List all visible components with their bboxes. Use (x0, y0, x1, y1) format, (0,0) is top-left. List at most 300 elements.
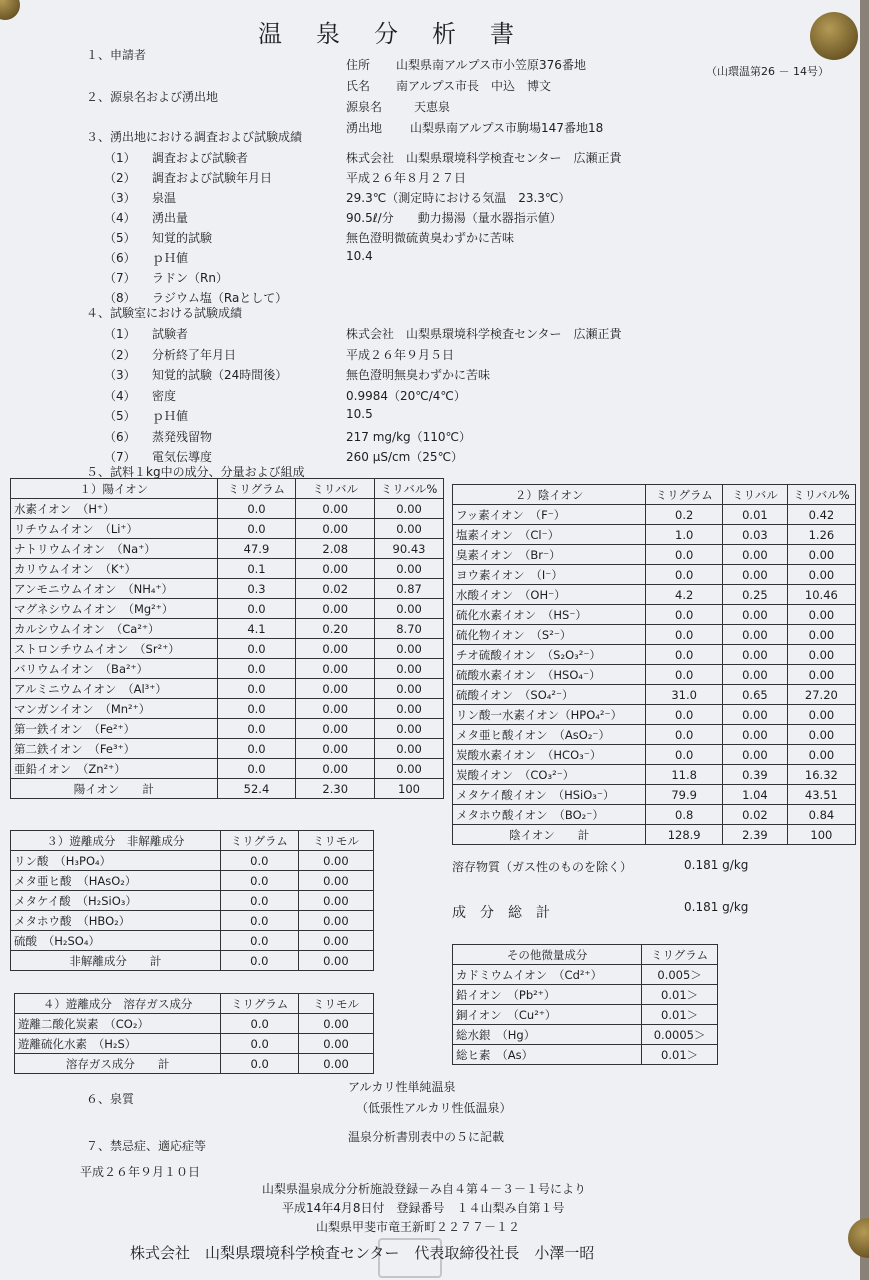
component-value: 0.0 (221, 1034, 299, 1054)
component-value: 0.00 (723, 645, 788, 665)
column-header: １）陽イオン (11, 479, 218, 499)
component-name: 水素イオン （H⁺） (11, 499, 218, 519)
column-header: ミリグラム (217, 479, 296, 499)
source-location: 山梨県南アルプス市駒場147番地18 (410, 121, 604, 135)
column-header: ミリグラム (221, 994, 299, 1014)
component-value: 0.00 (298, 951, 373, 971)
table-total-row (11, 951, 374, 971)
component-value: 0.005＞ (642, 965, 718, 985)
component-name: アルミニウムイオン （Al³⁺） (11, 679, 218, 699)
component-value: 0.00 (296, 719, 375, 739)
item-value: 90.5ℓ/分 動力揚湯（量水器指示値） (346, 211, 562, 225)
anion-table (452, 484, 856, 845)
table-total-row (15, 1054, 374, 1074)
component-name: フッ素イオン （F⁻） (453, 505, 646, 525)
component-value: 100 (375, 779, 444, 799)
item-label: ｐＨ値 (152, 409, 189, 423)
table-row (11, 559, 444, 579)
table-row (11, 639, 444, 659)
table-row (453, 785, 856, 805)
item-label: 蒸発残留物 (152, 429, 213, 444)
component-value: 0.0 (646, 705, 723, 725)
item-number: （6） (104, 251, 136, 265)
component-value: 0.00 (375, 639, 444, 659)
component-name: リン酸一水素イオン（HPO₄²⁻） (453, 705, 646, 725)
item-value: 株式会社 山梨県環境科学検査センター 広瀬正貴 (346, 151, 622, 165)
component-value: 10.46 (787, 585, 855, 605)
table-row (11, 619, 444, 639)
table-row (11, 659, 444, 679)
spring-quality: アルカリ性単純温泉 (348, 1080, 456, 1094)
table-row (11, 599, 444, 619)
item-number: （2） (104, 347, 136, 362)
component-value: 0.00 (375, 599, 444, 619)
table-row (11, 539, 444, 559)
table-row (11, 931, 374, 951)
item-number: （6） (104, 429, 136, 444)
component-value: 0.00 (296, 519, 375, 539)
component-value: 0.02 (296, 579, 375, 599)
component-value: 11.8 (646, 765, 723, 785)
component-value: 0.0 (220, 871, 298, 891)
component-name: 炭酸イオン （CO₃²⁻） (453, 765, 646, 785)
spring-quality-sub: （低張性アルカリ性低温泉） (356, 1101, 512, 1115)
component-value: 0.00 (787, 725, 855, 745)
column-header: ミリバル% (375, 479, 444, 499)
component-value: 0.87 (375, 579, 444, 599)
component-name: マンガンイオン （Mn²⁺） (11, 699, 218, 719)
section-7-label: ７、禁忌症、適応症等 (86, 1139, 207, 1153)
component-value: 2.08 (296, 539, 375, 559)
component-value: 0.03 (723, 525, 788, 545)
component-value: 0.00 (296, 679, 375, 699)
component-value: 0.00 (787, 625, 855, 645)
component-value: 0.00 (296, 659, 375, 679)
component-value: 0.00 (375, 719, 444, 739)
component-value: 0.0 (217, 499, 296, 519)
table-row (453, 625, 856, 645)
component-value: 90.43 (375, 539, 444, 559)
component-value: 0.0 (646, 545, 723, 565)
table-row (453, 725, 856, 745)
item-label: ｐＨ値 (152, 251, 189, 265)
section-3-label: ３、湧出地における調査および試験成績 (86, 130, 303, 144)
component-value: 0.0 (646, 665, 723, 685)
component-value: 0.00 (296, 599, 375, 619)
component-value: 100 (787, 825, 855, 845)
component-value: 0.0 (220, 931, 298, 951)
component-value: 0.00 (723, 625, 788, 645)
component-value: 0.00 (375, 679, 444, 699)
reference-number: （山環温第26 － 14号） (706, 65, 829, 78)
component-value: 0.84 (787, 805, 855, 825)
component-name: 臭素イオン （Br⁻） (453, 545, 646, 565)
table-row (11, 891, 374, 911)
thumbtack-icon (810, 12, 858, 60)
component-value: 0.00 (296, 639, 375, 659)
component-value: 0.00 (298, 931, 373, 951)
component-value: 1.0 (646, 525, 723, 545)
item-label: 調査および試験年月日 (152, 171, 273, 185)
section-5-label: ５、試料１kg中の成分、分量および組成 (86, 465, 305, 479)
item-number: （7） (104, 271, 136, 285)
table-row (453, 1005, 718, 1025)
component-value: 0.00 (299, 1034, 374, 1054)
table-row (453, 685, 856, 705)
table-header-row (453, 945, 718, 965)
component-value: 128.9 (646, 825, 723, 845)
component-name: 溶存ガス成分 計 (15, 1054, 221, 1074)
component-value: 0.00 (723, 665, 788, 685)
component-name: バリウムイオン （Ba²⁺） (11, 659, 218, 679)
item-label: ラジウム塩（Raとして） (152, 291, 288, 305)
issue-date: 平成２６年９月１０日 (80, 1165, 201, 1179)
component-value: 0.00 (375, 519, 444, 539)
table-row (453, 585, 856, 605)
total-components-value: 0.181 g/kg (684, 900, 749, 914)
cation-table (10, 478, 444, 799)
item-value: 無色澄明微硫黄臭わずかに苦味 (346, 231, 515, 245)
item-value: 10.5 (346, 407, 373, 421)
component-value: 0.00 (375, 699, 444, 719)
component-value: 0.3 (217, 579, 296, 599)
component-name: 炭酸水素イオン （HCO₃⁻） (453, 745, 646, 765)
component-value: 0.0 (220, 851, 298, 871)
component-value: 1.04 (723, 785, 788, 805)
component-name: 銅イオン （Cu²⁺） (453, 1005, 642, 1025)
component-value: 0.00 (299, 1054, 374, 1074)
component-name: 硫酸水素イオン （HSO₄⁻） (453, 665, 646, 685)
component-name: 総水銀 （Hg） (453, 1025, 642, 1045)
component-value: 52.4 (217, 779, 296, 799)
applicant-address: 山梨県南アルプス市小笠原376番地 (396, 58, 586, 72)
component-value: 0.0 (220, 911, 298, 931)
component-value: 0.00 (296, 759, 375, 779)
component-value: 0.0 (646, 605, 723, 625)
component-value: 0.2 (646, 505, 723, 525)
component-value: 0.00 (298, 911, 373, 931)
component-value: 0.0 (217, 739, 296, 759)
component-value: 2.30 (296, 779, 375, 799)
column-header: その他微量成分 (453, 945, 642, 965)
component-value: 0.0 (646, 725, 723, 745)
component-value: 0.1 (217, 559, 296, 579)
table-row (11, 719, 444, 739)
non-dissociated-table (10, 830, 374, 971)
component-name: リン酸 （H₃PO₄） (11, 851, 221, 871)
table-row (453, 985, 718, 1005)
component-value: 0.8 (646, 805, 723, 825)
column-header: ミリモル (299, 994, 374, 1014)
component-value: 0.0 (217, 599, 296, 619)
component-value: 4.1 (217, 619, 296, 639)
document-title: 温泉分析書 (258, 20, 548, 48)
component-value: 47.9 (217, 539, 296, 559)
component-name: メタホウ酸イオン （BO₂⁻） (453, 805, 646, 825)
component-name: カルシウムイオン （Ca²⁺） (11, 619, 218, 639)
column-header: ３）遊離成分 非解離成分 (11, 831, 221, 851)
component-value: 0.0 (217, 659, 296, 679)
item-label: 調査および試験者 (152, 151, 249, 165)
component-value: 0.01 (723, 505, 788, 525)
table-header-row (453, 485, 856, 505)
table-row (453, 805, 856, 825)
component-value: 0.02 (723, 805, 788, 825)
component-name: マグネシウムイオン （Mg²⁺） (11, 599, 218, 619)
component-value: 0.01＞ (642, 1045, 718, 1065)
dissolved-gas-table (14, 993, 374, 1074)
item-number: （1） (104, 327, 136, 341)
component-value: 0.00 (787, 565, 855, 585)
component-value: 0.00 (787, 545, 855, 565)
component-value: 0.00 (723, 745, 788, 765)
component-name: 硫化物イオン （S²⁻） (453, 625, 646, 645)
item-label: 泉温 (152, 191, 177, 205)
table-row (11, 699, 444, 719)
component-name: 非解離成分 計 (11, 951, 221, 971)
company-signature: 株式会社 山梨県環境科学検査センター 代表取締役社長 小澤一昭 (130, 1244, 595, 1262)
component-value: 0.00 (375, 559, 444, 579)
column-header: ４）遊離成分 溶存ガス成分 (15, 994, 221, 1014)
table-row (453, 745, 856, 765)
component-value: 79.9 (646, 785, 723, 805)
component-value: 0.00 (375, 739, 444, 759)
table-row (11, 519, 444, 539)
component-value: 0.0 (646, 745, 723, 765)
trace-component-table (452, 944, 718, 1065)
component-value: 0.00 (298, 851, 373, 871)
section-1-label: １、申請者 (86, 48, 147, 62)
table-row (15, 1014, 374, 1034)
section-2-label: ２、源泉名および湧出地 (86, 90, 219, 104)
component-name: メタホウ酸 （HBO₂） (11, 911, 221, 931)
table-row (453, 565, 856, 585)
component-value: 0.00 (296, 699, 375, 719)
item-value: 10.4 (346, 249, 373, 263)
component-name: ヨウ素イオン （I⁻） (453, 565, 646, 585)
table-row (453, 525, 856, 545)
item-value: 260 μS/cm（25℃） (346, 450, 464, 464)
component-value: 0.0 (646, 565, 723, 585)
component-name: 第二鉄イオン （Fe³⁺） (11, 739, 218, 759)
table-row (453, 965, 718, 985)
component-value: 0.0 (646, 645, 723, 665)
table-row (11, 499, 444, 519)
component-value: 0.00 (375, 499, 444, 519)
column-header: ミリバル (723, 485, 788, 505)
component-name: 鉛イオン （Pb²⁺） (453, 985, 642, 1005)
component-value: 43.51 (787, 785, 855, 805)
component-value: 0.00 (299, 1014, 374, 1034)
table-row (11, 911, 374, 931)
component-name: メタ亜ヒ酸 （HAsO₂） (11, 871, 221, 891)
component-name: 第一鉄イオン （Fe²⁺） (11, 719, 218, 739)
component-name: アンモニウムイオン （NH₄⁺） (11, 579, 218, 599)
component-name: カリウムイオン （K⁺） (11, 559, 218, 579)
table-row (11, 759, 444, 779)
component-name: 亜鉛イオン （Zn²⁺） (11, 759, 218, 779)
source-name: 天恵泉 (414, 100, 451, 114)
component-value: 4.2 (646, 585, 723, 605)
table-row (453, 1025, 718, 1045)
component-value: 0.39 (723, 765, 788, 785)
component-value: 2.39 (723, 825, 788, 845)
applicant-address-key: 住所 (346, 58, 371, 72)
source-location-key: 湧出地 (346, 121, 383, 135)
component-value: 0.00 (723, 545, 788, 565)
item-number: （3） (104, 191, 136, 205)
table-row (453, 505, 856, 525)
component-value: 0.65 (723, 685, 788, 705)
item-value: 平成２６年８月２７日 (346, 171, 467, 185)
source-name-key: 源泉名 (346, 100, 383, 114)
column-header: ミリグラム (642, 945, 718, 965)
item-number: （5） (104, 231, 136, 245)
component-name: リチウムイオン （Li⁺） (11, 519, 218, 539)
component-name: ストロンチウムイオン （Sr²⁺） (11, 639, 218, 659)
component-value: 0.00 (296, 739, 375, 759)
table-row (453, 705, 856, 725)
item-value: 0.9984（20℃/4℃） (346, 388, 466, 403)
company-address: 山梨県甲斐市竜王新町２２７７－１２ (316, 1220, 521, 1234)
component-value: 0.0005＞ (642, 1025, 718, 1045)
component-value: 0.42 (787, 505, 855, 525)
section-6-label: ６、泉質 (86, 1092, 135, 1106)
component-value: 0.00 (787, 645, 855, 665)
column-header: ミリバル% (787, 485, 855, 505)
item-label: ラドン（Rn） (152, 271, 228, 285)
item-value: 無色澄明無臭わずかに苦味 (346, 368, 491, 382)
component-value: 0.0 (220, 891, 298, 911)
component-value: 0.00 (723, 725, 788, 745)
column-header: ミリモル (298, 831, 373, 851)
component-value: 0.01＞ (642, 1005, 718, 1025)
component-value: 0.20 (296, 619, 375, 639)
component-value: 0.0 (217, 759, 296, 779)
table-row (453, 645, 856, 665)
component-name: 遊離二酸化炭素 （CO₂） (15, 1014, 221, 1034)
component-value: 8.70 (375, 619, 444, 639)
item-label: 湧出量 (152, 211, 189, 225)
item-label: 電気伝導度 (152, 450, 213, 464)
component-value: 0.0 (217, 699, 296, 719)
registration-line: 山梨県温泉成分分析施設登録－み自４第４－３－１号により (262, 1182, 587, 1196)
component-value: 0.00 (296, 499, 375, 519)
component-name: メタ亜ヒ酸イオン （AsO₂⁻） (453, 725, 646, 745)
column-header: ２）陰イオン (453, 485, 646, 505)
component-name: ナトリウムイオン （Na⁺） (11, 539, 218, 559)
table-row (453, 605, 856, 625)
component-name: 硫酸イオン （SO₄²⁻） (453, 685, 646, 705)
table-total-row (11, 779, 444, 799)
component-value: 0.00 (723, 605, 788, 625)
table-row (453, 765, 856, 785)
table-total-row (453, 825, 856, 845)
item-number: （3） (104, 368, 136, 382)
table-row (11, 679, 444, 699)
dissolved-matter-label: 溶存物質（ガス性のものを除く） (452, 860, 633, 874)
component-value: 16.32 (787, 765, 855, 785)
component-value: 31.0 (646, 685, 723, 705)
column-header: ミリグラム (220, 831, 298, 851)
component-value: 0.0 (217, 679, 296, 699)
thumbtack-icon (0, 0, 20, 20)
item-value: 平成２６年９月５日 (346, 347, 455, 362)
component-value: 0.00 (296, 559, 375, 579)
column-header: ミリバル (296, 479, 375, 499)
component-value: 0.00 (723, 565, 788, 585)
item-number: （4） (104, 388, 136, 403)
component-value: 0.0 (220, 951, 298, 971)
section-7-note: 温泉分析書別表中の５に記載 (348, 1130, 505, 1144)
item-number: （1） (104, 151, 136, 165)
component-name: 硫化水素イオン （HS⁻） (453, 605, 646, 625)
component-name: 総ヒ素 （As） (453, 1045, 642, 1065)
component-name: 塩素イオン （Cl⁻） (453, 525, 646, 545)
component-value: 1.26 (787, 525, 855, 545)
component-name: カドミウムイオン （Cd²⁺） (453, 965, 642, 985)
applicant-name: 南アルプス市長 中込 博文 (396, 79, 552, 93)
item-number: （5） (104, 409, 136, 423)
component-value: 0.0 (221, 1054, 299, 1074)
item-label: 密度 (152, 388, 177, 403)
component-name: 水酸イオン （OH⁻） (453, 585, 646, 605)
table-header-row (15, 994, 374, 1014)
column-header: ミリグラム (646, 485, 723, 505)
component-name: 陽イオン 計 (11, 779, 218, 799)
registration-number-line: 平成14年4月8日付 登録番号 １４山梨み自第１号 (282, 1201, 565, 1215)
component-value: 0.0 (217, 639, 296, 659)
component-value: 0.00 (298, 871, 373, 891)
table-row (453, 665, 856, 685)
table-row (11, 739, 444, 759)
dissolved-matter-value: 0.181 g/kg (684, 858, 749, 872)
component-name: チオ硫酸イオン （S₂O₃²⁻） (453, 645, 646, 665)
item-label: 知覚的試験 (152, 231, 213, 245)
section-4-label: ４、試験室における試験成績 (86, 306, 243, 320)
table-row (453, 545, 856, 565)
component-value: 0.00 (375, 759, 444, 779)
table-header-row (11, 831, 374, 851)
component-value: 0.00 (787, 745, 855, 765)
component-value: 0.0 (646, 625, 723, 645)
component-value: 0.25 (723, 585, 788, 605)
component-value: 0.00 (723, 705, 788, 725)
item-value: 株式会社 山梨県環境科学検査センター 広瀬正貴 (346, 327, 622, 341)
component-value: 27.20 (787, 685, 855, 705)
item-value: 217 mg/kg（110℃） (346, 429, 472, 444)
component-name: メタケイ酸 （H₂SiO₃） (11, 891, 221, 911)
component-value: 0.01＞ (642, 985, 718, 1005)
item-label: 知覚的試験（24時間後） (152, 368, 288, 382)
component-value: 0.00 (787, 705, 855, 725)
component-value: 0.00 (298, 891, 373, 911)
table-row (15, 1034, 374, 1054)
table-row (11, 851, 374, 871)
item-number: （2） (104, 171, 136, 185)
table-row (11, 579, 444, 599)
table-row (11, 871, 374, 891)
component-value: 0.0 (217, 519, 296, 539)
item-number: （4） (104, 211, 136, 225)
total-components-label: 成 分 総 計 (452, 905, 550, 921)
thumbtack-icon (848, 1218, 869, 1258)
item-label: 試験者 (152, 327, 189, 341)
component-value: 0.0 (221, 1014, 299, 1034)
component-value: 0.00 (787, 605, 855, 625)
table-header-row (11, 479, 444, 499)
component-value: 0.00 (375, 659, 444, 679)
